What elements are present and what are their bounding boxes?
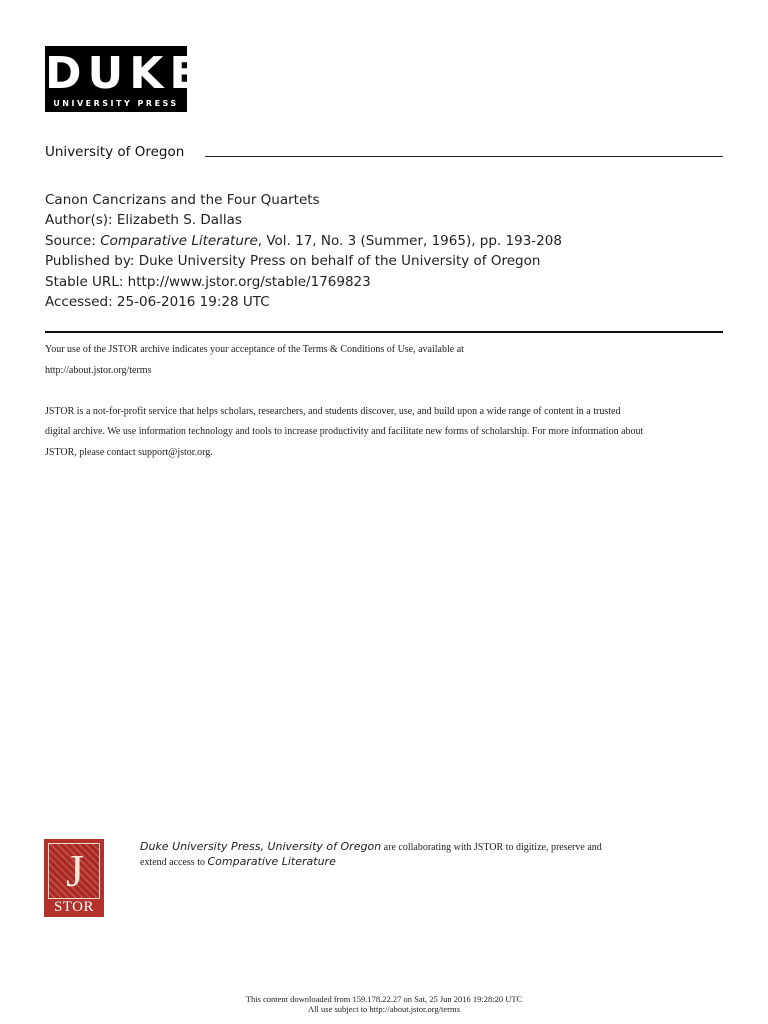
article-source	[45, 231, 562, 251]
article-title: Canon Cancrizans and the Four Quartets	[45, 192, 320, 208]
collaboration-journal: Comparative Literature	[207, 855, 336, 868]
publisher-name: University of Oregon	[45, 144, 185, 160]
authors-label: Author(s):	[45, 212, 117, 229]
logo-wordmark: DUKE	[45, 48, 206, 99]
jstor-description-line-2: digital archive. We use information technology and tools to increase productivity and facilitate new forms of scholarship. For more information about	[45, 426, 644, 438]
download-footer	[0, 994, 768, 1014]
journal-name: Comparative Literature	[100, 232, 258, 249]
publisher-rule	[205, 156, 723, 157]
logo-subtitle: UNIVERSITY PRESS	[53, 99, 179, 108]
terms-url-link[interactable]: http://about.jstor.org/terms	[45, 364, 152, 376]
published-by: Published by: Duke University Press on behalf of the University of Oregon	[45, 253, 541, 270]
collaboration-prefix: extend access to	[140, 857, 208, 868]
accessed-date: Accessed: 25-06-2016 19:28 UTC	[45, 294, 270, 311]
duke-university-press-logo	[45, 46, 206, 112]
collaboration-line-1	[140, 840, 740, 855]
jstor-logo-letter: J	[66, 845, 84, 896]
article-metadata	[45, 190, 562, 312]
section-divider	[45, 331, 723, 333]
jstor-description-line-1: JSTOR is a not-for-profit service that helps scholars, researchers, and students discover, use, and build upon a wide range of content in a trusted	[45, 405, 621, 417]
collaboration-partners: Duke University Press, University of Oregon	[140, 840, 382, 853]
footer-download-info: This content downloaded from 159.178.22.27 on Sat, 25 Jun 2016 19:28:20 UTC	[245, 994, 523, 1004]
source-details: , Vol. 17, No. 3 (Summer, 1965), pp. 193-208	[257, 232, 562, 249]
collaboration-line-2	[140, 855, 740, 870]
spacer	[45, 382, 735, 402]
terms-acceptance-text: Your use of the JSTOR archive indicates your acceptance of the Terms & Conditions of Use, available at	[45, 344, 464, 355]
jstor-logo-text: STOR	[53, 899, 95, 915]
authors-value: Elizabeth S. Dallas	[116, 212, 242, 229]
terms-notice	[45, 340, 735, 464]
article-authors	[45, 210, 562, 230]
jstor-logo	[44, 839, 104, 917]
jstor-logo-frame	[48, 843, 100, 899]
footer-terms-link[interactable]: All use subject to http://about.jstor.org/terms	[308, 1004, 460, 1014]
jstor-description-line-3: JSTOR, please contact support@jstor.org.	[45, 447, 213, 459]
collaboration-notice	[140, 840, 740, 870]
collaboration-text: are collaborating with JSTOR to digitize, preserve and	[381, 842, 602, 853]
stable-url-link[interactable]: Stable URL: http://www.jstor.org/stable/1769823	[45, 273, 371, 290]
source-label: Source:	[45, 232, 101, 249]
